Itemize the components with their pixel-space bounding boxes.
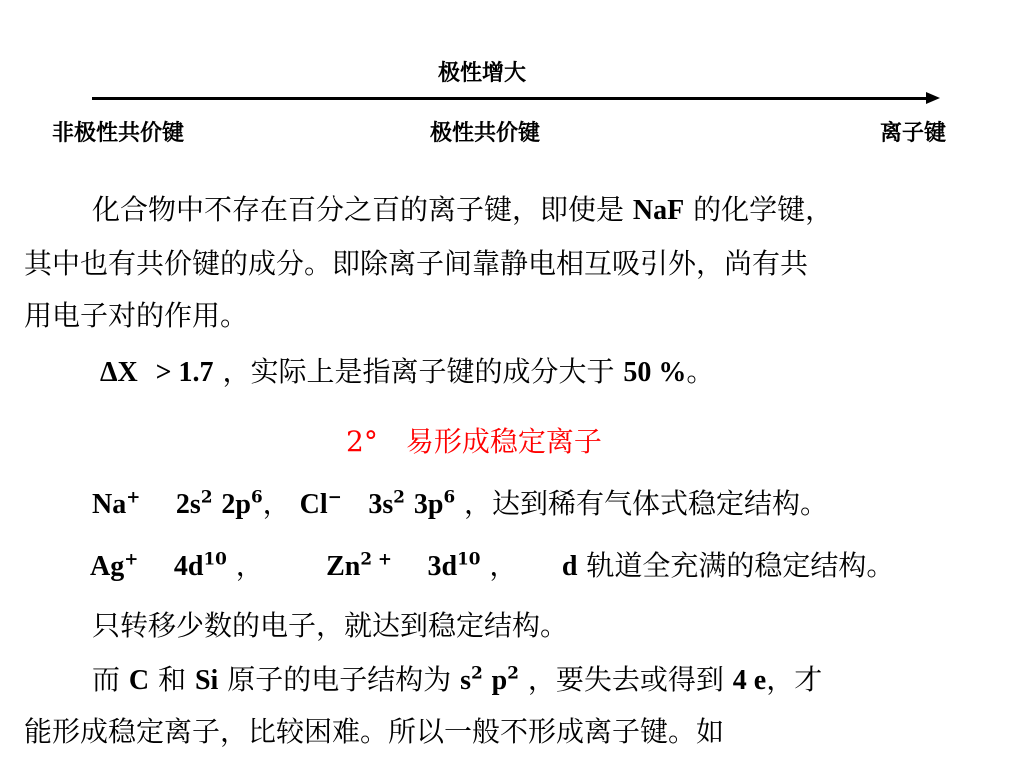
zn-sup: 10 (457, 548, 481, 569)
cl-charge: − (327, 486, 342, 507)
p3-a: 而 (92, 663, 121, 696)
paragraph1-text-a: 化合物中不存在百分之百的离子键，即使是 (92, 193, 625, 226)
paragraph3-line2: 能形成稳定离子，比较困难。所以一般不形成离子键。如 (24, 715, 725, 748)
ions-row1-tail: ，达到稀有气体式稳定结构。 (464, 487, 829, 520)
na-sup-s: 2 (200, 486, 213, 507)
na-symbol: Na (92, 489, 127, 520)
p-sup: 2 (507, 662, 519, 683)
cl-conf-s: 3s (368, 489, 394, 520)
cl-symbol: Cl (299, 489, 328, 520)
section-heading: 2° 易形成稳定离子 (346, 425, 602, 458)
paragraph1-line1 (92, 188, 833, 228)
cl-sup-p: 6 (443, 486, 456, 507)
silicon-symbol: Si (194, 665, 219, 696)
percent-value: 50 % (623, 357, 687, 388)
ions-row2-tail: 轨道全充满的稳定结构。 (586, 549, 895, 582)
paragraph3-line1 (92, 658, 822, 698)
ions-row2 (90, 544, 894, 584)
zn-charge: 2 + (360, 548, 392, 569)
ions-row1 (92, 482, 828, 522)
ions-row2-sep1: ， (235, 549, 264, 582)
electronegativity-criterion (100, 350, 714, 390)
ions-row2-sep2: ， (489, 549, 518, 582)
cl-conf-p: 3p (413, 489, 444, 520)
carbon-symbol: C (128, 665, 150, 696)
ag-sup: 10 (203, 548, 227, 569)
na-conf-p: 2p (221, 489, 251, 520)
s-orbital: s (460, 665, 472, 696)
p3-b: 和 (158, 663, 187, 696)
p3-f: ，才 (766, 663, 823, 696)
na-conf-s: 2s (175, 489, 201, 520)
ag-charge: + (124, 548, 139, 569)
ag-symbol: Ag (90, 551, 125, 582)
polar-covalent-label: 极性共价键 (430, 120, 541, 146)
na-sup-p: 6 (250, 486, 263, 507)
arrow-head-icon (926, 92, 940, 104)
paragraph2: 只转移少数的电子，就达到稳定结构。 (92, 609, 569, 642)
p3-e: ，要失去或得到 (527, 663, 724, 696)
polarity-increase-label: 极性增大 (438, 60, 527, 86)
na-charge: + (126, 486, 141, 507)
ionic-bond-label: 离子键 (880, 120, 947, 146)
four-electrons: 4 e (732, 665, 767, 696)
zn-symbol: Zn (326, 551, 361, 582)
d-orbital: d (561, 551, 578, 582)
zn-conf: 3d (427, 551, 458, 582)
cl-sup-s: 2 (393, 486, 405, 507)
s-sup: 2 (471, 662, 483, 683)
p-orbital: p (491, 665, 508, 696)
paragraph1-line3: 用电子对的作用。 (24, 299, 249, 332)
criterion-text-a: ，实际上是指离子键的成分大于 (222, 355, 615, 388)
polarity-arrow-line (92, 97, 930, 100)
nonpolar-covalent-label: 非极性共价键 (52, 120, 185, 146)
naf-formula: NaF (632, 195, 685, 226)
p3-d: 原子的电子结构为 (227, 663, 452, 696)
ions-row1-sep: ， (262, 487, 291, 520)
delta-x: ΔX (100, 357, 138, 388)
criterion-text-b: 。 (686, 355, 715, 388)
ag-conf: 4d (173, 551, 204, 582)
paragraph1-text-c: 的化学键， (693, 193, 834, 226)
threshold: > 1.7 (155, 357, 214, 388)
paragraph1-line2: 其中也有共价键的成分。即除离子间靠静电相互吸引外，尚有共 (24, 247, 809, 280)
